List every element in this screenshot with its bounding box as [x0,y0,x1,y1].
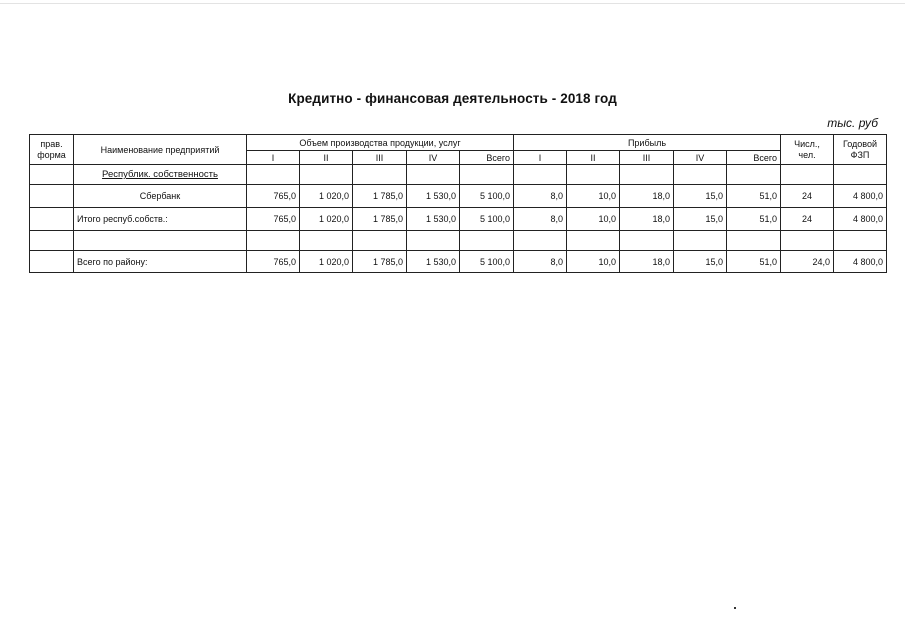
cell-staff: 24 [781,208,834,231]
header-fzp-line2: ФЗП [850,149,870,160]
cell-volume-q2: 1 020,0 [300,185,353,208]
cell-fzp: 4 800,0 [834,208,887,231]
cell-name: Итого респуб.собств.: [74,208,247,231]
cell-empty [834,231,887,251]
cell-empty [30,165,74,185]
header-volume-q4: IV [407,151,460,165]
header-staff-line2: чел. [798,149,816,160]
header-profit-q3: III [620,151,674,165]
header-staff [781,135,834,165]
table-row-grand-total [30,251,887,273]
table-row-section [30,165,887,185]
cell-profit-q1: 8,0 [514,251,567,273]
units-label: тыс. руб [827,116,878,130]
cell-empty [300,165,353,185]
cell-empty [30,251,74,273]
header-profit-total: Всего [727,151,781,165]
header-fzp [834,135,887,165]
cell-volume-q2: 1 020,0 [300,208,353,231]
cell-empty [30,231,74,251]
cell-volume-q2: 1 020,0 [300,251,353,273]
table-row-subtotal [30,208,887,231]
cell-profit-q1: 8,0 [514,208,567,231]
cell-empty [353,231,407,251]
cell-fzp: 4 800,0 [834,185,887,208]
cell-empty [674,231,727,251]
cell-volume-q1: 765,0 [247,251,300,273]
cell-empty [674,165,727,185]
cell-volume-q3: 1 785,0 [353,208,407,231]
header-profit-q4: IV [674,151,727,165]
cell-profit-total: 51,0 [727,208,781,231]
cell-staff: 24,0 [781,251,834,273]
cell-empty [407,231,460,251]
cell-empty [567,165,620,185]
cell-empty [300,231,353,251]
cell-empty [620,165,674,185]
cell-empty [460,231,514,251]
cell-volume-total: 5 100,0 [460,208,514,231]
header-volume-q3: III [353,151,407,165]
header-volume-q2: II [300,151,353,165]
table-row-sberbank [30,185,887,208]
cell-empty [781,165,834,185]
cell-profit-q4: 15,0 [674,208,727,231]
header-staff-line1: Числ., [794,138,820,149]
cell-profit-q3: 18,0 [620,208,674,231]
cell-empty [514,165,567,185]
cell-name: Всего по району: [74,251,247,273]
cell-profit-q4: 15,0 [674,251,727,273]
cell-profit-total: 51,0 [727,185,781,208]
header-prav-forma-line1: прав. [40,138,63,149]
header-name: Наименование предприятий [74,135,247,165]
table-row-empty [30,231,887,251]
cell-empty [74,231,247,251]
cell-volume-total: 5 100,0 [460,185,514,208]
cell-empty [460,165,514,185]
cell-empty [407,165,460,185]
cell-volume-q1: 765,0 [247,208,300,231]
cell-volume-q3: 1 785,0 [353,251,407,273]
cell-profit-q1: 8,0 [514,185,567,208]
cell-empty [781,231,834,251]
header-volume-group: Объем производства продукции, услуг [247,135,514,151]
header-fzp-line1: Годовой [842,138,878,149]
cell-profit-total: 51,0 [727,251,781,273]
header-profit-q2: II [567,151,620,165]
cell-empty [620,231,674,251]
cell-profit-q3: 18,0 [620,251,674,273]
header-prav-forma-line2: форма [37,149,66,160]
cell-staff: 24 [781,185,834,208]
document-title: Кредитно - финансовая деятельность - 2018 год [288,91,617,106]
cell-empty [30,208,74,231]
cell-empty [353,165,407,185]
cell-volume-q3: 1 785,0 [353,185,407,208]
scan-speck [734,607,736,609]
cell-volume-q1: 765,0 [247,185,300,208]
header-volume-q1: I [247,151,300,165]
cell-name: Сбербанк [74,185,247,208]
cell-profit-q2: 10,0 [567,251,620,273]
header-row-1 [30,135,887,151]
cell-profit-q3: 18,0 [620,185,674,208]
header-profit-group: Прибыль [514,135,781,151]
cell-empty [514,231,567,251]
cell-empty [30,185,74,208]
header-profit-q1: I [514,151,567,165]
section-label: Республик. собственность [102,169,218,180]
cell-empty [834,165,887,185]
cell-empty [727,231,781,251]
section-label-cell [74,165,247,185]
cell-volume-total: 5 100,0 [460,251,514,273]
cell-volume-q4: 1 530,0 [407,208,460,231]
cell-fzp: 4 800,0 [834,251,887,273]
cell-empty [727,165,781,185]
cell-profit-q4: 15,0 [674,185,727,208]
header-volume-total: Всего [460,151,514,165]
cell-empty [247,231,300,251]
finance-table [29,134,887,273]
cell-profit-q2: 10,0 [567,185,620,208]
scan-edge-line [0,3,905,4]
cell-empty [247,165,300,185]
cell-volume-q4: 1 530,0 [407,185,460,208]
cell-profit-q2: 10,0 [567,208,620,231]
cell-empty [567,231,620,251]
cell-volume-q4: 1 530,0 [407,251,460,273]
header-prav-forma [30,135,74,165]
